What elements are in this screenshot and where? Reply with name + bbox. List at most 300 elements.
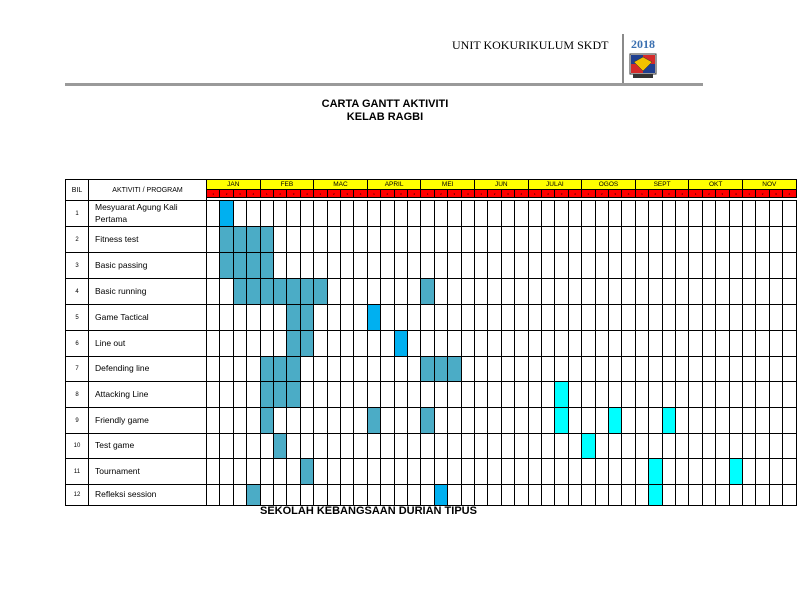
schedule-cell: [595, 458, 609, 485]
schedule-cell: [782, 200, 796, 227]
schedule-bar: [260, 226, 274, 253]
schedule-bar: [260, 252, 274, 279]
schedule-cell: [688, 484, 702, 506]
schedule-bar: [300, 278, 314, 305]
schedule-cell: [246, 381, 260, 408]
row-number: 3: [65, 252, 89, 279]
schedule-bar: [367, 304, 381, 331]
schedule-cell: [581, 356, 595, 382]
schedule-cell: [675, 433, 689, 459]
schedule-bar: [434, 484, 448, 506]
schedule-cell: [286, 458, 300, 485]
schedule-cell: [595, 252, 609, 279]
week-header: 4: [568, 189, 582, 198]
schedule-cell: [407, 278, 421, 305]
schedule-bar: [260, 381, 274, 408]
week-header: 2: [541, 189, 555, 198]
schedule-cell: [715, 433, 729, 459]
schedule-cell: [353, 458, 367, 485]
schedule-cell: [608, 381, 622, 408]
schedule-cell: [581, 484, 595, 506]
schedule-cell: [407, 433, 421, 459]
month-header: MEI: [420, 179, 475, 190]
chart-subtitle: KELAB RAGBI: [346, 111, 424, 123]
schedule-cell: [461, 484, 475, 506]
schedule-cell: [327, 304, 341, 331]
schedule-cell: [608, 226, 622, 253]
month-header: FEB: [260, 179, 315, 190]
schedule-cell: [313, 407, 327, 434]
schedule-bar: [260, 356, 274, 382]
activity-name: Attacking Line: [88, 381, 207, 408]
schedule-cell: [581, 330, 595, 357]
schedule-cell: [595, 381, 609, 408]
schedule-cell: [300, 252, 314, 279]
schedule-cell: [474, 278, 488, 305]
schedule-cell: [675, 458, 689, 485]
schedule-cell: [501, 252, 515, 279]
schedule-cell: [621, 407, 635, 434]
schedule-cell: [621, 200, 635, 227]
schedule-cell: [367, 484, 381, 506]
schedule-cell: [554, 484, 568, 506]
schedule-cell: [487, 304, 501, 331]
schedule-cell: [219, 381, 233, 408]
schedule-cell: [581, 381, 595, 408]
schedule-cell: [621, 330, 635, 357]
week-header: 2: [487, 189, 501, 198]
schedule-cell: [407, 226, 421, 253]
schedule-cell: [595, 226, 609, 253]
schedule-cell: [273, 252, 287, 279]
schedule-cell: [300, 356, 314, 382]
schedule-cell: [514, 252, 528, 279]
schedule-bar: [260, 407, 274, 434]
header-divider: [622, 34, 624, 84]
schedule-cell: [742, 484, 756, 506]
month-header: NOV: [742, 179, 797, 190]
schedule-cell: [675, 381, 689, 408]
schedule-cell: [528, 252, 542, 279]
schedule-cell: [246, 304, 260, 331]
row-number: 2: [65, 226, 89, 253]
schedule-cell: [742, 200, 756, 227]
schedule-cell: [273, 484, 287, 506]
schedule-cell: [514, 226, 528, 253]
schedule-cell: [581, 200, 595, 227]
schedule-cell: [662, 356, 676, 382]
schedule-cell: [233, 356, 247, 382]
schedule-cell: [300, 381, 314, 408]
schedule-cell: [755, 381, 769, 408]
schedule-cell: [260, 484, 274, 506]
schedule-cell: [447, 252, 461, 279]
schedule-cell: [554, 458, 568, 485]
schedule-cell: [782, 304, 796, 331]
schedule-cell: [621, 304, 635, 331]
schedule-cell: [447, 330, 461, 357]
schedule-cell: [514, 433, 528, 459]
schedule-cell: [447, 484, 461, 506]
month-header: JAN: [206, 179, 261, 190]
week-header: 2: [380, 189, 394, 198]
schedule-cell: [621, 484, 635, 506]
schedule-cell: [595, 304, 609, 331]
week-header: 4: [300, 189, 314, 198]
schedule-cell: [635, 278, 649, 305]
schedule-cell: [487, 278, 501, 305]
schedule-cell: [662, 484, 676, 506]
schedule-cell: [568, 304, 582, 331]
schedule-cell: [581, 458, 595, 485]
schedule-cell: [474, 407, 488, 434]
schedule-cell: [380, 226, 394, 253]
schedule-cell: [447, 278, 461, 305]
schedule-cell: [769, 330, 783, 357]
schedule-cell: [206, 330, 220, 357]
schedule-cell: [662, 252, 676, 279]
schedule-cell: [380, 484, 394, 506]
schedule-cell: [742, 458, 756, 485]
schedule-cell: [246, 330, 260, 357]
month-header: MAC: [313, 179, 368, 190]
schedule-bar: [581, 433, 595, 459]
schedule-cell: [581, 226, 595, 253]
week-header: 2: [648, 189, 662, 198]
schedule-cell: [702, 304, 716, 331]
schedule-cell: [729, 252, 743, 279]
week-header: 3: [447, 189, 461, 198]
schedule-bar: [219, 252, 233, 279]
schedule-cell: [434, 252, 448, 279]
schedule-cell: [769, 226, 783, 253]
schedule-cell: [340, 304, 354, 331]
schedule-cell: [675, 484, 689, 506]
schedule-cell: [407, 407, 421, 434]
schedule-cell: [715, 226, 729, 253]
schedule-cell: [514, 356, 528, 382]
schedule-cell: [554, 252, 568, 279]
schedule-cell: [568, 200, 582, 227]
schedule-bar: [648, 484, 662, 506]
schedule-cell: [514, 484, 528, 506]
schedule-cell: [528, 278, 542, 305]
schedule-cell: [313, 433, 327, 459]
row-number: 7: [65, 356, 89, 382]
schedule-cell: [394, 278, 408, 305]
week-header: 1: [688, 189, 702, 198]
schedule-cell: [313, 381, 327, 408]
schedule-cell: [487, 407, 501, 434]
schedule-cell: [581, 278, 595, 305]
week-header: 4: [461, 189, 475, 198]
row-number: 11: [65, 458, 89, 485]
schedule-cell: [340, 458, 354, 485]
schedule-cell: [434, 200, 448, 227]
schedule-cell: [568, 381, 582, 408]
schedule-cell: [300, 407, 314, 434]
schedule-cell: [675, 200, 689, 227]
schedule-cell: [474, 304, 488, 331]
schedule-cell: [702, 407, 716, 434]
week-header: 2: [595, 189, 609, 198]
row-number: 4: [65, 278, 89, 305]
schedule-cell: [394, 407, 408, 434]
schedule-cell: [688, 226, 702, 253]
schedule-cell: [755, 407, 769, 434]
schedule-cell: [447, 304, 461, 331]
schedule-cell: [219, 278, 233, 305]
schedule-cell: [528, 484, 542, 506]
schedule-cell: [541, 330, 555, 357]
schedule-cell: [461, 252, 475, 279]
schedule-cell: [313, 484, 327, 506]
schedule-cell: [715, 407, 729, 434]
schedule-cell: [420, 484, 434, 506]
schedule-cell: [742, 226, 756, 253]
month-header: SEPT: [635, 179, 690, 190]
schedule-cell: [635, 356, 649, 382]
schedule-cell: [729, 484, 743, 506]
week-header: 2: [219, 189, 233, 198]
schedule-cell: [327, 252, 341, 279]
schedule-cell: [514, 381, 528, 408]
week-header: 1: [367, 189, 381, 198]
schedule-cell: [769, 252, 783, 279]
schedule-cell: [260, 330, 274, 357]
schedule-cell: [782, 484, 796, 506]
schedule-cell: [755, 226, 769, 253]
schedule-bar: [300, 458, 314, 485]
schedule-cell: [487, 356, 501, 382]
schedule-cell: [541, 484, 555, 506]
schedule-cell: [501, 330, 515, 357]
schedule-cell: [246, 433, 260, 459]
schedule-cell: [528, 200, 542, 227]
schedule-bar: [367, 407, 381, 434]
week-header: 4: [621, 189, 635, 198]
schedule-cell: [447, 200, 461, 227]
schedule-cell: [662, 278, 676, 305]
schedule-cell: [769, 484, 783, 506]
schedule-cell: [340, 252, 354, 279]
schedule-cell: [554, 433, 568, 459]
schedule-cell: [648, 407, 662, 434]
schedule-cell: [367, 458, 381, 485]
schedule-cell: [662, 330, 676, 357]
month-header: OGOS: [581, 179, 636, 190]
schedule-cell: [407, 252, 421, 279]
schedule-cell: [380, 330, 394, 357]
schedule-cell: [367, 330, 381, 357]
schedule-cell: [487, 226, 501, 253]
schedule-cell: [206, 433, 220, 459]
schedule-cell: [755, 356, 769, 382]
schedule-cell: [353, 252, 367, 279]
schedule-cell: [447, 458, 461, 485]
schedule-cell: [219, 330, 233, 357]
schedule-cell: [233, 433, 247, 459]
schedule-cell: [715, 356, 729, 382]
schedule-bar: [300, 304, 314, 331]
schedule-cell: [568, 252, 582, 279]
schedule-cell: [380, 304, 394, 331]
schedule-cell: [474, 226, 488, 253]
schedule-cell: [501, 226, 515, 253]
schedule-cell: [327, 226, 341, 253]
week-header: 4: [353, 189, 367, 198]
schedule-cell: [702, 381, 716, 408]
schedule-cell: [420, 330, 434, 357]
schedule-bar: [420, 407, 434, 434]
schedule-bar: [219, 226, 233, 253]
row-number: 1: [65, 200, 89, 227]
schedule-cell: [447, 381, 461, 408]
week-header: 4: [729, 189, 743, 198]
schedule-cell: [206, 252, 220, 279]
schedule-cell: [702, 278, 716, 305]
week-header: 1: [528, 189, 542, 198]
schedule-cell: [327, 200, 341, 227]
schedule-bar: [273, 433, 287, 459]
schedule-cell: [608, 252, 622, 279]
week-header: 4: [514, 189, 528, 198]
schedule-cell: [327, 458, 341, 485]
schedule-bar: [648, 458, 662, 485]
schedule-cell: [715, 330, 729, 357]
schedule-cell: [769, 381, 783, 408]
column-header-bil: BIL: [65, 179, 89, 201]
schedule-cell: [313, 304, 327, 331]
schedule-cell: [514, 304, 528, 331]
schedule-cell: [434, 407, 448, 434]
schedule-cell: [286, 252, 300, 279]
schedule-cell: [501, 407, 515, 434]
schedule-cell: [635, 226, 649, 253]
schedule-cell: [769, 407, 783, 434]
schedule-bar: [246, 484, 260, 506]
schedule-cell: [568, 407, 582, 434]
schedule-cell: [568, 433, 582, 459]
schedule-cell: [327, 484, 341, 506]
schedule-cell: [528, 356, 542, 382]
schedule-cell: [608, 484, 622, 506]
schedule-cell: [715, 252, 729, 279]
schedule-cell: [380, 278, 394, 305]
schedule-cell: [702, 356, 716, 382]
schedule-cell: [474, 484, 488, 506]
schedule-cell: [729, 226, 743, 253]
schedule-cell: [514, 458, 528, 485]
activity-name: Tournament: [88, 458, 207, 485]
schedule-cell: [688, 433, 702, 459]
schedule-cell: [461, 381, 475, 408]
schedule-cell: [501, 304, 515, 331]
schedule-cell: [434, 381, 448, 408]
activity-name: Line out: [88, 330, 207, 357]
schedule-cell: [554, 278, 568, 305]
schedule-cell: [461, 407, 475, 434]
week-header: 2: [702, 189, 716, 198]
schedule-cell: [407, 356, 421, 382]
schedule-cell: [769, 278, 783, 305]
schedule-cell: [608, 304, 622, 331]
schedule-cell: [353, 278, 367, 305]
schedule-cell: [742, 330, 756, 357]
schedule-cell: [715, 278, 729, 305]
schedule-cell: [528, 407, 542, 434]
schedule-cell: [461, 433, 475, 459]
schedule-cell: [755, 484, 769, 506]
schedule-cell: [367, 356, 381, 382]
week-header: 3: [662, 189, 676, 198]
schedule-cell: [715, 458, 729, 485]
schedule-cell: [407, 330, 421, 357]
schedule-cell: [595, 433, 609, 459]
schedule-cell: [420, 433, 434, 459]
schedule-cell: [729, 330, 743, 357]
schedule-cell: [769, 458, 783, 485]
schedule-bar: [554, 381, 568, 408]
schedule-cell: [367, 200, 381, 227]
schedule-cell: [715, 200, 729, 227]
schedule-cell: [541, 433, 555, 459]
schedule-cell: [219, 458, 233, 485]
schedule-cell: [353, 356, 367, 382]
schedule-cell: [394, 458, 408, 485]
column-header-activity: AKTIVITI / PROGRAM: [88, 179, 207, 201]
schedule-cell: [206, 278, 220, 305]
schedule-cell: [621, 433, 635, 459]
schedule-cell: [755, 200, 769, 227]
activity-name: Game Tactical: [88, 304, 207, 331]
schedule-cell: [461, 330, 475, 357]
schedule-cell: [394, 433, 408, 459]
schedule-bar: [662, 407, 676, 434]
schedule-cell: [380, 433, 394, 459]
schedule-cell: [286, 407, 300, 434]
schedule-cell: [568, 330, 582, 357]
schedule-bar: [273, 278, 287, 305]
activity-name: Mesyuarat Agung Kali Pertama: [88, 200, 207, 227]
school-name: SEKOLAH KEBANGSAAN DURIAN TIPUS: [260, 505, 477, 517]
schedule-cell: [541, 226, 555, 253]
schedule-cell: [434, 226, 448, 253]
schedule-cell: [327, 407, 341, 434]
schedule-bar: [434, 356, 448, 382]
schedule-cell: [501, 458, 515, 485]
schedule-cell: [782, 278, 796, 305]
schedule-cell: [206, 458, 220, 485]
schedule-cell: [554, 304, 568, 331]
schedule-cell: [662, 433, 676, 459]
schedule-cell: [233, 458, 247, 485]
schedule-cell: [394, 252, 408, 279]
schedule-cell: [541, 407, 555, 434]
schedule-cell: [327, 381, 341, 408]
schedule-cell: [233, 484, 247, 506]
schedule-cell: [702, 252, 716, 279]
schedule-cell: [541, 278, 555, 305]
schedule-cell: [474, 381, 488, 408]
week-header: 2: [273, 189, 287, 198]
schedule-cell: [487, 252, 501, 279]
activity-name: Test game: [88, 433, 207, 459]
schedule-cell: [394, 304, 408, 331]
schedule-cell: [233, 330, 247, 357]
schedule-bar: [286, 330, 300, 357]
schedule-cell: [474, 330, 488, 357]
